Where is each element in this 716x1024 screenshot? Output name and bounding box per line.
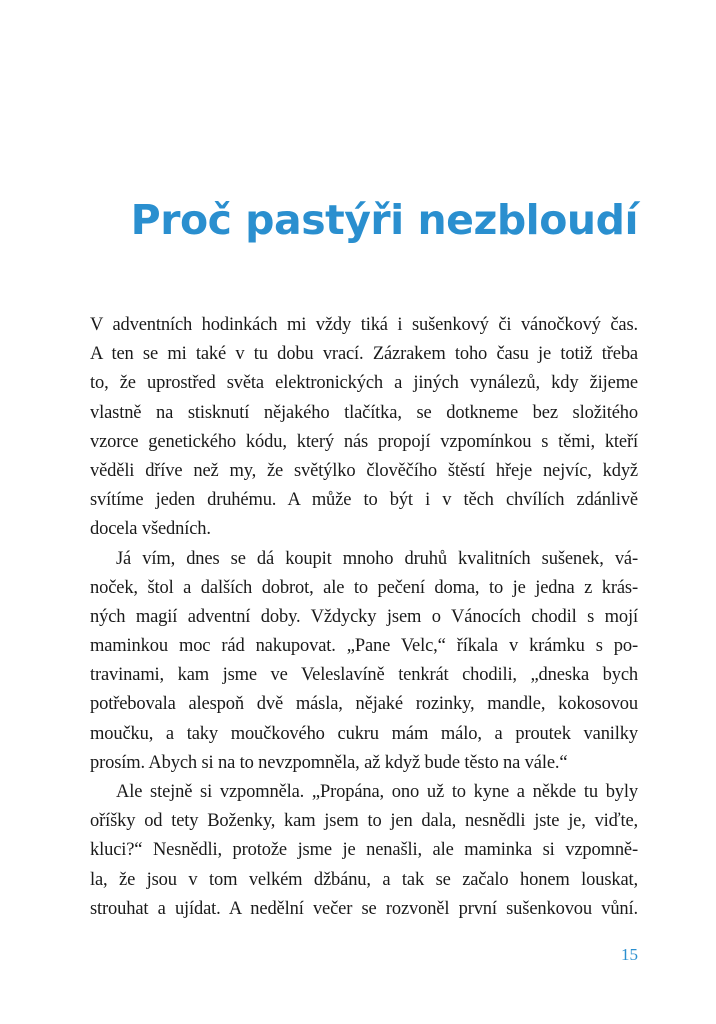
text-line: potřebovala alespoň dvě másla, nějaké rozinky, mandle, kokosovou bbox=[90, 694, 638, 715]
text-line: Ale stejně si vzpomněla. „Propána, ono už to kyne a někde tu byly bbox=[116, 782, 638, 802]
text-line: noček, štol a dalších dobrot, ale to pečení doma, to je jedna z krás- bbox=[90, 577, 638, 598]
chapter-title: Proč pastýři nezbloudí bbox=[130, 196, 638, 244]
text-line: prosím. Abych si na to nevzpomněla, až když bude těsto na vále.“ bbox=[90, 752, 568, 773]
text-line: kluci?“ Nesnědli, protože jsme je nenašli, ale maminka si vzpomně- bbox=[90, 840, 638, 861]
text-line: A ten se mi také v tu dobu vrací. Zázrakem toho času je totiž třeba bbox=[90, 344, 638, 365]
text-line: docela všedních. bbox=[90, 519, 211, 540]
text-line: vzorce genetického kódu, který nás propojí vzpomínkou s těmi, kteří bbox=[90, 431, 638, 452]
text-line: maminkou moc rád nakupovat. „Pane Velc,“ říkala v krámku s po- bbox=[90, 636, 638, 657]
text-line: Já vím, dnes se dá koupit mnoho druhů kvalitních sušenek, vá- bbox=[116, 548, 638, 569]
text-line: vlastně na stisknutí nějakého tlačítka, se dotkneme bez složitého bbox=[90, 402, 638, 423]
text-line: ných magií adventní doby. Vždycky jsem o Vánocích chodil s mojí bbox=[90, 606, 638, 627]
body-text bbox=[90, 311, 638, 924]
text-line: V adventních hodinkách mi vždy tiká i sušenkový či vánočkový čas. bbox=[90, 315, 638, 335]
text-line: la, že jsou v tom velkém džbánu, a tak se začalo honem louskat, bbox=[90, 869, 638, 890]
text-line: to, že uprostřed světa elektronických a jiných vynálezů, kdy žijeme bbox=[90, 373, 638, 394]
text-line: moučku, a taky moučkového cukru mám málo, a proutek vanilky bbox=[90, 723, 638, 744]
page-number: 15 bbox=[621, 945, 638, 964]
text-line: oříšky od tety Boženky, kam jsem to jen dala, nesnědli jste je, viďte, bbox=[90, 811, 638, 832]
text-line: strouhat a ujídat. A nedělní večer se rozvoněl první sušenkovou vůní. bbox=[90, 898, 638, 919]
text-line: svítíme jeden druhému. A může to být i v těch chvílích zdánlivě bbox=[90, 490, 638, 511]
text-line: travinami, kam jsme ve Veleslavíně tenkrát chodili, „dneska bych bbox=[90, 665, 638, 686]
text-line: věděli dříve než my, že světýlko člověčího štěstí hřeje nejvíc, když bbox=[90, 460, 638, 481]
